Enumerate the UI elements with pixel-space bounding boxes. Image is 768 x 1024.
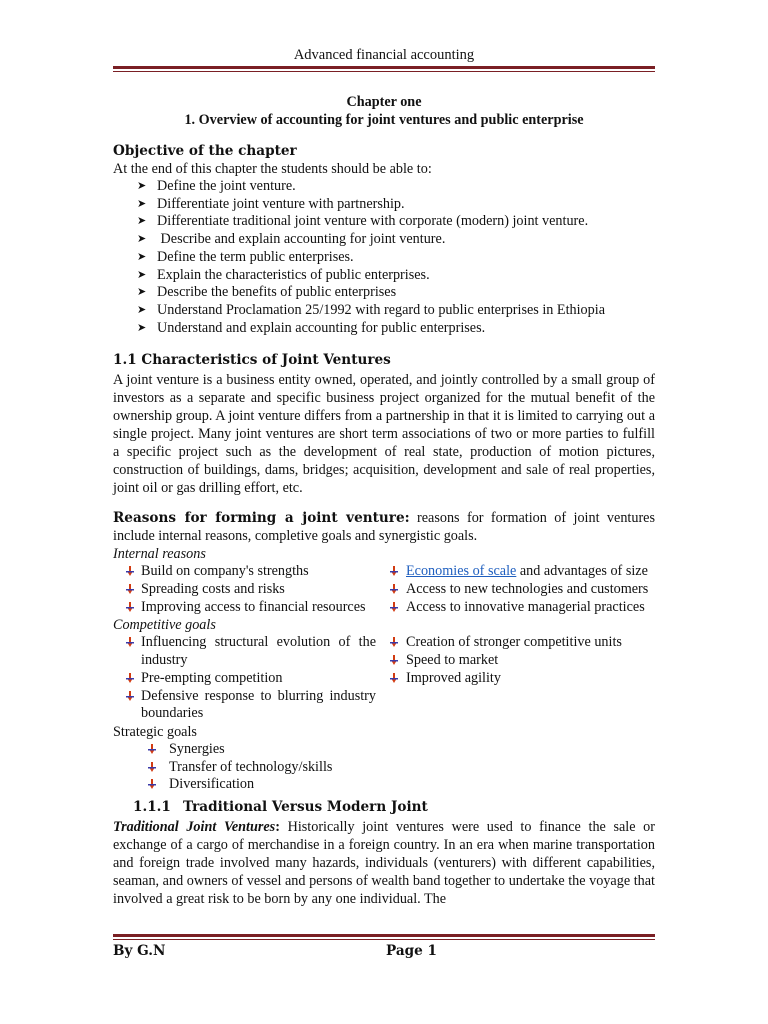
footer-rule bbox=[113, 934, 655, 940]
list-item: Speed to market bbox=[384, 652, 655, 670]
subsection-heading: 1.1.1 Traditional Versus Modern Joint bbox=[133, 799, 428, 816]
list-item: Defensive response to blurring industry boundaries bbox=[113, 688, 384, 723]
list-item: Improving access to financial resources bbox=[113, 599, 384, 617]
pushpin-bullet-icon bbox=[146, 743, 158, 755]
pushpin-bullet-icon bbox=[388, 583, 400, 595]
reasons-lead: Reasons for forming a joint venture: bbox=[113, 510, 410, 527]
chapter-heading: 1. Overview of accounting for joint ventures and public enterprise bbox=[184, 112, 584, 128]
pushpin-bullet-icon bbox=[146, 761, 158, 773]
list-item: Pre-empting competition bbox=[113, 670, 384, 688]
pushpin-bullet-icon bbox=[388, 672, 400, 684]
internal-reasons-label: Internal reasons bbox=[113, 546, 206, 563]
pushpin-bullet-icon bbox=[124, 636, 136, 648]
subsection-lead: Traditional Joint Ventures bbox=[113, 819, 276, 836]
strategic-goals-list bbox=[113, 741, 655, 794]
pushpin-bullet-icon bbox=[388, 601, 400, 613]
list-item: Access to innovative managerial practices bbox=[384, 599, 655, 617]
competitive-goals-columns bbox=[113, 634, 655, 723]
objectives-list bbox=[113, 178, 655, 337]
arrow-bullet-icon: ➤ bbox=[137, 321, 147, 334]
list-item: ➤ Understand Proclamation 25/1992 with regard to public enterprises in Ethiopia bbox=[137, 301, 605, 318]
list-item: Access to new technologies and customers bbox=[384, 581, 655, 599]
list-item: Diversification bbox=[113, 776, 655, 794]
arrow-bullet-icon: ➤ bbox=[137, 286, 147, 299]
objectives-intro: At the end of this chapter the students should be able to: bbox=[113, 161, 432, 177]
arrow-bullet-icon: ➤ bbox=[137, 197, 147, 210]
pushpin-bullet-icon bbox=[388, 654, 400, 666]
section-paragraph: A joint venture is a business entity owned, operated, and jointly controlled by a small group of investors as a separate and specific business project organized for the mutual benefit of the ownership group. A joint venture differs from a partnership in that it is limited to carrying out a single project. Many joint ventures are short term associations of two or more parties to fulfill a specific project such as the development of real state, production of motion pictures, construction of buildings, dams, bridges; acquisition, development and sale of real properties, joint oil or gas drilling effort, etc. bbox=[113, 372, 655, 497]
arrow-bullet-icon: ➤ bbox=[137, 303, 147, 316]
strategic-goals-label: Strategic goals bbox=[113, 723, 197, 740]
competitive-goals-label: Competitive goals bbox=[113, 617, 216, 634]
arrow-bullet-icon: ➤ bbox=[137, 180, 147, 192]
pushpin-bullet-icon bbox=[146, 778, 158, 790]
list-item: ➤ Understand and explain accounting for public enterprises. bbox=[137, 319, 486, 336]
arrow-bullet-icon: ➤ bbox=[137, 215, 147, 228]
list-item: ➤ Describe the benefits of public enterprises bbox=[137, 284, 397, 301]
arrow-bullet-icon: ➤ bbox=[137, 250, 147, 263]
list-item: Economies of scale and advantages of size bbox=[384, 563, 655, 581]
pushpin-bullet-icon bbox=[124, 601, 136, 613]
header-rule bbox=[113, 66, 655, 72]
list-item: ➤ Differentiate traditional joint venture with corporate (modern) joint venture. bbox=[137, 213, 589, 230]
list-item: Transfer of technology/skills bbox=[113, 759, 655, 777]
list-item: ➤ Differentiate joint venture with partnership. bbox=[137, 195, 405, 212]
list-item: Influencing structural evolution of the industry bbox=[113, 634, 384, 669]
list-item: ➤ Define the joint venture. bbox=[137, 178, 296, 194]
list-item: Spreading costs and risks bbox=[113, 581, 384, 599]
list-item: ➤ Explain the characteristics of public enterprises. bbox=[137, 266, 430, 283]
list-item: Improved agility bbox=[384, 670, 655, 688]
pushpin-bullet-icon bbox=[124, 583, 136, 595]
list-item: Build on company's strengths bbox=[113, 563, 384, 581]
chapter-label: Chapter one bbox=[346, 94, 422, 110]
list-item: ➤ Define the term public enterprises. bbox=[137, 248, 354, 265]
list-item: Creation of stronger competitive units bbox=[384, 634, 655, 652]
pushpin-bullet-icon bbox=[124, 672, 136, 684]
footer-page-number: Page 1 bbox=[386, 943, 438, 959]
internal-reasons-columns bbox=[113, 563, 655, 616]
list-item: ➤ Describe and explain accounting for joint venture. bbox=[137, 231, 446, 248]
arrow-bullet-icon: ➤ bbox=[137, 268, 147, 281]
pushpin-bullet-icon bbox=[388, 636, 400, 648]
pushpin-bullet-icon bbox=[388, 565, 400, 577]
economies-of-scale-link[interactable]: Economies of scale bbox=[406, 563, 517, 580]
section-heading: 1.1 Characteristics of Joint Ventures bbox=[113, 352, 391, 369]
arrow-bullet-icon: ➤ bbox=[137, 233, 147, 246]
main-content bbox=[113, 93, 655, 908]
list-item: Synergies bbox=[113, 741, 655, 759]
pushpin-bullet-icon bbox=[124, 690, 136, 702]
objectives-title: Objective of the chapter bbox=[113, 143, 297, 159]
reasons-paragraph: Reasons for forming a joint venture: reasons for formation of joint ventures include internal reasons, completive goals and synergistic goals. bbox=[113, 510, 655, 545]
footer-author: By G.N bbox=[113, 943, 166, 959]
subsection-paragraph: Traditional Joint Ventures: Historically joint ventures were used to finance the sale or exchange of a cargo of merchandise in a foreign country. In an era when marine transportation and foreign trade involved many hazards, individuals (venturers) with different capabilities, seaman, and owners of vessel and persons of wealth band together to undertake the voyage that involved a great risk to be born by any one individual. The bbox=[113, 819, 655, 908]
pushpin-bullet-icon bbox=[124, 565, 136, 577]
header-title: Advanced financial accounting bbox=[293, 47, 475, 63]
